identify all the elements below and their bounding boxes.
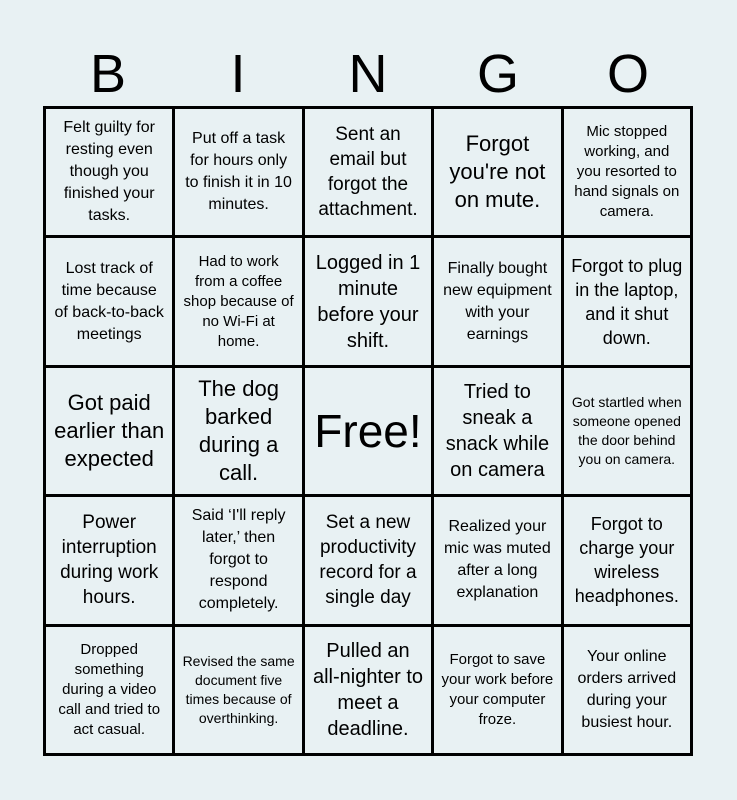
cell-text: Finally bought new equipment with your earnings	[443, 259, 552, 343]
cell-text: Your online orders arrived during your busiest hour.	[577, 647, 677, 731]
cell-text: Realized your mic was muted after a long explanation	[444, 518, 551, 602]
bingo-cell[interactable]	[46, 627, 172, 753]
cell-text: Power interruption during work hours.	[60, 512, 159, 609]
cell-text: Forgot to plug in the laptop, and it shut down.	[571, 255, 683, 348]
cell-text: Dropped something during a video call and tried to act casual.	[58, 640, 161, 738]
cell-text: Said ‘I'll reply later,’ then forgot to respond completely.	[191, 507, 286, 613]
bingo-header	[43, 42, 693, 106]
bingo-cell[interactable]	[434, 109, 560, 235]
header-letter-n: N	[348, 44, 388, 104]
bingo-cell[interactable]	[434, 238, 560, 364]
bingo-cell[interactable]	[46, 497, 172, 623]
bingo-cell[interactable]	[564, 109, 690, 235]
cell-text: Put off a task for hours only to finish it in 10 minutes.	[185, 130, 292, 214]
cell-text: Revised the same document five times because of overthinking.	[182, 652, 295, 726]
bingo-cell[interactable]	[305, 238, 431, 364]
bingo-cell[interactable]	[564, 238, 690, 364]
free-space-text: Free!	[314, 404, 422, 457]
cell-text: Got paid earlier than expected	[54, 389, 165, 471]
cell-text: Got startled when someone opened the door behind you on camera.	[571, 393, 682, 467]
cell-text: Tried to sneak a snack while on camera	[445, 380, 550, 481]
bingo-cell[interactable]	[305, 627, 431, 753]
cell-text: Mic stopped working, and you resorted to hand signals on camera.	[574, 123, 680, 221]
cell-text: Set a new productivity record for a single day	[319, 512, 417, 609]
cell-text: Forgot to save your work before your computer froze.	[441, 650, 554, 728]
bingo-cell[interactable]	[434, 368, 560, 494]
bingo-cell[interactable]	[305, 109, 431, 235]
bingo-cell[interactable]	[564, 497, 690, 623]
cell-text: Logged in 1 minute before your shift.	[315, 251, 421, 352]
cell-text: Lost track of time because of back-to-back meetings	[54, 259, 164, 343]
header-letter-b: B	[89, 44, 127, 104]
cell-text: The dog barked during a call.	[198, 375, 279, 485]
bingo-cell[interactable]	[175, 497, 301, 623]
bingo-cell[interactable]	[434, 627, 560, 753]
bingo-cell[interactable]	[46, 368, 172, 494]
bingo-board	[43, 106, 693, 756]
header-letter-g: G	[476, 44, 519, 104]
bingo-cell[interactable]	[175, 627, 301, 753]
free-space[interactable]	[305, 368, 431, 494]
bingo-cell[interactable]	[305, 497, 431, 623]
header-letter-i: I	[230, 44, 246, 104]
cell-text: Sent an email but forgot the attachment.	[318, 124, 418, 221]
bingo-cell[interactable]	[46, 109, 172, 235]
bingo-cell[interactable]	[564, 368, 690, 494]
bingo-cell[interactable]	[175, 109, 301, 235]
header-letter-o: O	[606, 44, 649, 104]
cell-text: Had to work from a coffee shop because of no Wi-Fi at home.	[183, 252, 294, 350]
cell-text: Forgot to charge your wireless headphones.	[574, 514, 679, 607]
cell-text: Felt guilty for resting even though you finished your tasks.	[63, 119, 155, 225]
cell-text: Forgot you're not on mute.	[449, 131, 546, 213]
bingo-cell[interactable]	[175, 368, 301, 494]
bingo-cell[interactable]	[434, 497, 560, 623]
cell-text: Pulled an all-nighter to meet a deadline.	[312, 639, 424, 740]
bingo-cell[interactable]	[46, 238, 172, 364]
bingo-cell[interactable]	[564, 627, 690, 753]
bingo-cell[interactable]	[175, 238, 301, 364]
